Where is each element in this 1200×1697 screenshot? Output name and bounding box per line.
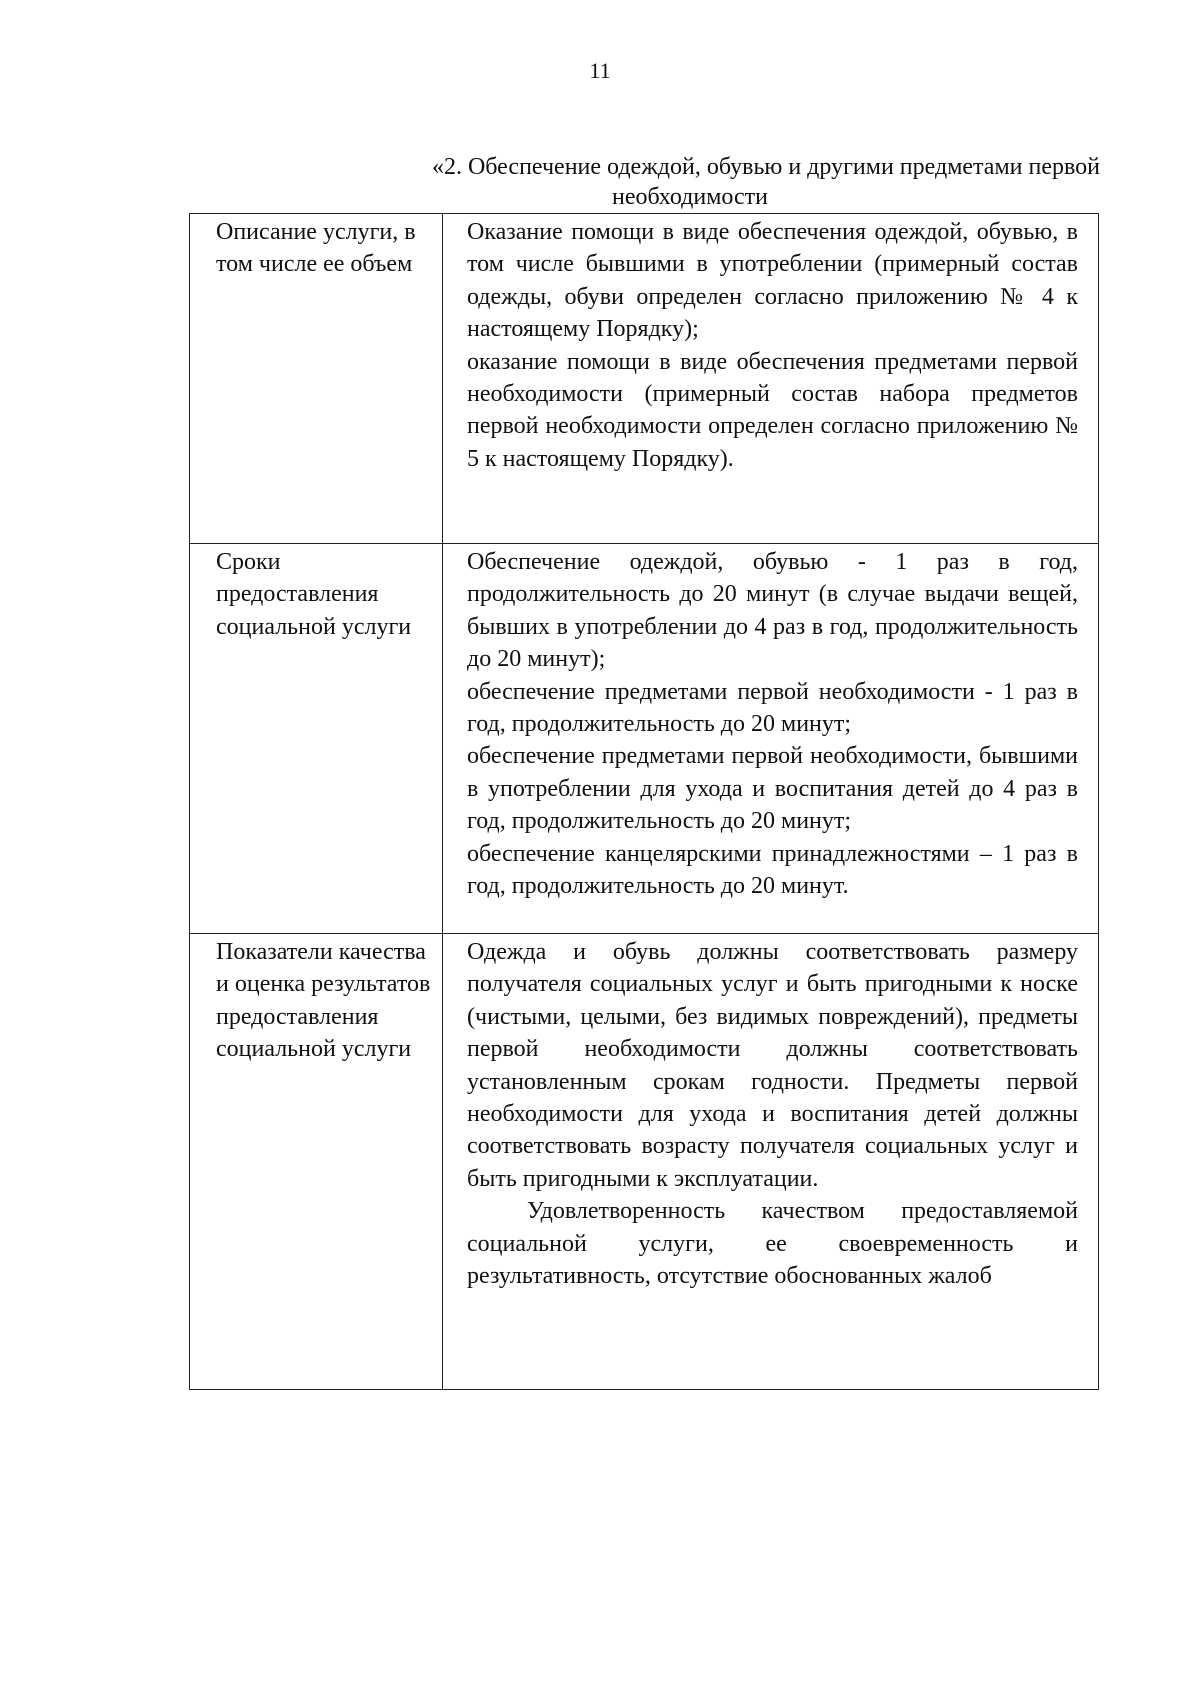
terms-paragraph: обеспечение канцелярскими принадлежностями – 1 раз в год, продолжительность до 20 минут. bbox=[467, 840, 1078, 900]
row-value-terms bbox=[443, 544, 1099, 934]
section-title-line-1: «2. Обеспечение одеждой, обувью и другими предметами первой bbox=[431, 154, 1100, 180]
description-paragraph: оказание помощи в виде обеспечения предметами первой необходимости (примерный состав набора предметов первой необходимости определен согласно приложению № 5 к настоящему Порядку). bbox=[467, 348, 1078, 472]
table-row-quality bbox=[190, 934, 1099, 1390]
row-value-description bbox=[443, 214, 1099, 544]
terms-paragraph: обеспечение предметами первой необходимости, бывшими в употреблении для ухода и воспитания детей до 4 раз в год, продолжительность до 20 минут; bbox=[467, 743, 1078, 835]
terms-paragraph: Обеспечение одеждой, обувью - 1 раз в год, продолжительность до 20 минут (в случае выдачи вещей, бывших в употреблении до 4 раз в год, продолжительность до 20 минут); bbox=[467, 549, 1078, 673]
quality-paragraph: Удовлетворенность качеством предоставляемой социальной услуги, ее своевременность и результативность, отсутствие обоснованных жалоб bbox=[467, 1198, 1078, 1290]
service-table bbox=[189, 213, 1099, 1390]
row-label-description: Описание услуги, в том числе ее объем bbox=[190, 214, 443, 544]
section-title bbox=[280, 152, 1100, 212]
quality-paragraph: Одежда и обувь должны соответствовать размеру получателя социальных услуг и быть пригодными к носке (чистыми, целыми, без видимых повреждений), предметы первой необходимости должны соответствовать установленным срокам годности. Предметы первой необходимости для ухода и воспитания детей должны соответствовать возрасту получателя социальных услуг и быть пригодными к эксплуатации. bbox=[467, 939, 1078, 1192]
row-label-terms: Сроки предоставления социальной услуги bbox=[190, 544, 443, 934]
terms-paragraph: обеспечение предметами первой необходимости - 1 раз в год, продолжительность до 20 минут; bbox=[467, 678, 1078, 738]
section-title-line-2: необходимости bbox=[611, 184, 768, 210]
description-paragraph: Оказание помощи в виде обеспечения одеждой, обувью, в том числе бывшими в употреблении (примерный состав одежды, обуви определен согласно приложению № 4 к настоящему Порядку); bbox=[467, 219, 1078, 343]
page-number: 11 bbox=[589, 58, 611, 83]
table-row-terms bbox=[190, 544, 1099, 934]
row-label-quality: Показатели качества и оценка результатов предоставления социальной услуги bbox=[190, 934, 443, 1390]
table-row-description bbox=[190, 214, 1099, 544]
row-value-quality bbox=[443, 934, 1099, 1390]
